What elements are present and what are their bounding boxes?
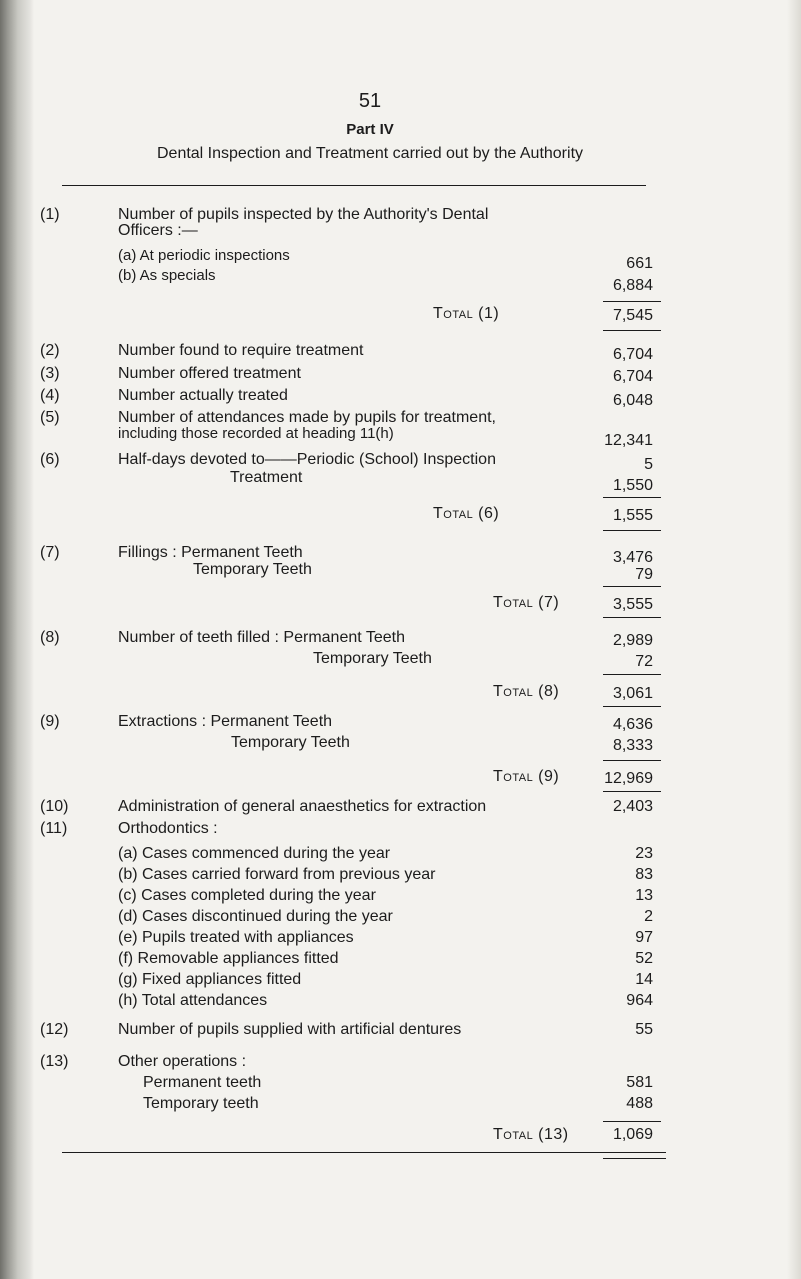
- item-value: 79: [635, 566, 653, 583]
- item-label: Number actually treated: [118, 387, 288, 404]
- item-label: Number of attendances made by pupils for treatment,: [118, 409, 496, 426]
- item-label: Half-days devoted to——Periodic (School) Inspection: [118, 451, 496, 468]
- orthodontics-item-label: (c) Cases completed during the year: [118, 887, 376, 904]
- item-number: (9): [40, 713, 60, 730]
- item-number: (3): [40, 365, 60, 382]
- orthodontics-item-value: 964: [626, 992, 653, 1009]
- item-label: Orthodontics :: [118, 820, 218, 837]
- sub-item-label: Temporary Teeth: [193, 561, 312, 578]
- item-value: 4,636: [612, 716, 653, 733]
- subtotal-rule: [603, 1121, 661, 1122]
- item-value: 1,550: [612, 477, 653, 494]
- item-value: 6,048: [612, 392, 653, 409]
- item-label: Number offered treatment: [118, 365, 301, 382]
- orthodontics-item-label: (h) Total attendances: [118, 992, 268, 1009]
- total-label: Total (8): [493, 683, 560, 700]
- subtotal-rule: [603, 301, 661, 302]
- item-value: 3,476: [612, 549, 653, 566]
- item-label-continuation: including those recorded at heading 11(h): [118, 425, 394, 442]
- item-label: Number found to require treatment: [118, 342, 364, 359]
- orthodontics-item-label: (b) Cases carried forward from previous year: [118, 866, 436, 883]
- sub-item-label: Permanent teeth: [143, 1074, 262, 1091]
- orthodontics-item-value: 83: [635, 866, 653, 883]
- page-number: 51: [358, 90, 382, 112]
- item-value: 55: [635, 1021, 653, 1038]
- item-label-continuation: Officers :—: [118, 222, 198, 239]
- total-rule: [603, 706, 661, 707]
- total-value: 12,969: [604, 770, 653, 787]
- total-value: 7,545: [612, 307, 653, 324]
- item-number: (12): [40, 1021, 69, 1038]
- item-label: Number of pupils supplied with artificial dentures: [118, 1021, 462, 1038]
- item-number: (13): [40, 1053, 69, 1070]
- item-value: 488: [626, 1095, 653, 1112]
- footer-rule-short: [603, 1158, 666, 1159]
- item-label: Number of pupils inspected by the Authority's Dental: [118, 206, 489, 223]
- item-label: Administration of general anaesthetics for extraction: [118, 798, 487, 815]
- subtotal-rule: [603, 760, 661, 761]
- sub-item-label: Temporary teeth: [143, 1095, 259, 1112]
- item-value: 12,341: [604, 432, 653, 449]
- total-label: Total (7): [493, 594, 560, 611]
- sub-item-label: (a) At periodic inspections: [118, 247, 290, 264]
- total-rule: [603, 330, 661, 331]
- item-value: 6,704: [612, 368, 653, 385]
- item-number: (4): [40, 387, 60, 404]
- item-number: (10): [40, 798, 69, 815]
- item-value: 5: [644, 456, 653, 473]
- subtotal-rule: [603, 674, 661, 675]
- item-number: (11): [40, 820, 68, 837]
- header-rule: [62, 185, 646, 186]
- item-value: 581: [626, 1074, 653, 1091]
- total-label: Total (1): [433, 305, 500, 322]
- item-value: 8,333: [612, 737, 653, 754]
- item-number: (6): [40, 451, 60, 468]
- page-edge-shadow: [787, 0, 801, 1279]
- footer-rule: [62, 1152, 666, 1153]
- item-number: (7): [40, 544, 60, 561]
- sub-item-label: Treatment: [230, 469, 303, 486]
- orthodontics-item-label: (a) Cases commenced during the year: [118, 845, 391, 862]
- item-value: 6,704: [612, 346, 653, 363]
- total-rule: [603, 617, 661, 618]
- orthodontics-item-label: (e) Pupils treated with appliances: [118, 929, 354, 946]
- item-label: Other operations :: [118, 1053, 247, 1070]
- orthodontics-item-value: 2: [644, 908, 653, 925]
- subtotal-rule: [603, 497, 661, 498]
- item-label: Number of teeth filled : Permanent Teeth: [118, 629, 405, 646]
- total-label: Total (9): [493, 768, 560, 785]
- total-value: 1,555: [612, 507, 653, 524]
- sub-item-label: (b) As specials: [118, 267, 216, 284]
- total-label: Total (6): [433, 505, 500, 522]
- item-number: (1): [40, 206, 60, 223]
- item-number: (5): [40, 409, 60, 426]
- item-value: 2,989: [612, 632, 653, 649]
- orthodontics-item-label: (g) Fixed appliances fitted: [118, 971, 302, 988]
- total-rule: [603, 791, 661, 792]
- item-number: (8): [40, 629, 60, 646]
- item-number: (2): [40, 342, 60, 359]
- orthodontics-item-value: 13: [635, 887, 653, 904]
- orthodontics-item-value: 97: [635, 929, 653, 946]
- part-heading: Part IV: [346, 121, 394, 138]
- subtotal-rule: [603, 586, 661, 587]
- item-value: 72: [635, 653, 653, 670]
- section-subtitle: Dental Inspection and Treatment carried out by the Authority: [156, 145, 584, 162]
- orthodontics-item-value: 52: [635, 950, 653, 967]
- sub-item-label: Temporary Teeth: [313, 650, 432, 667]
- item-value: 661: [626, 255, 653, 272]
- total-rule: [603, 530, 661, 531]
- item-label: Extractions : Permanent Teeth: [118, 713, 333, 730]
- orthodontics-item-value: 23: [635, 845, 653, 862]
- orthodontics-item-value: 14: [635, 971, 653, 988]
- item-label: Fillings : Permanent Teeth: [118, 544, 303, 561]
- item-value: 2,403: [612, 798, 653, 815]
- total-label: Total (13): [493, 1126, 569, 1143]
- orthodontics-item-label: (d) Cases discontinued during the year: [118, 908, 393, 925]
- orthodontics-item-label: (f) Removable appliances fitted: [118, 950, 339, 967]
- item-value: 6,884: [612, 277, 653, 294]
- sub-item-label: Temporary Teeth: [231, 734, 350, 751]
- page-binding-shadow: [0, 0, 34, 1279]
- total-value: 3,061: [612, 685, 653, 702]
- total-value: 1,069: [612, 1126, 653, 1143]
- total-value: 3,555: [612, 596, 653, 613]
